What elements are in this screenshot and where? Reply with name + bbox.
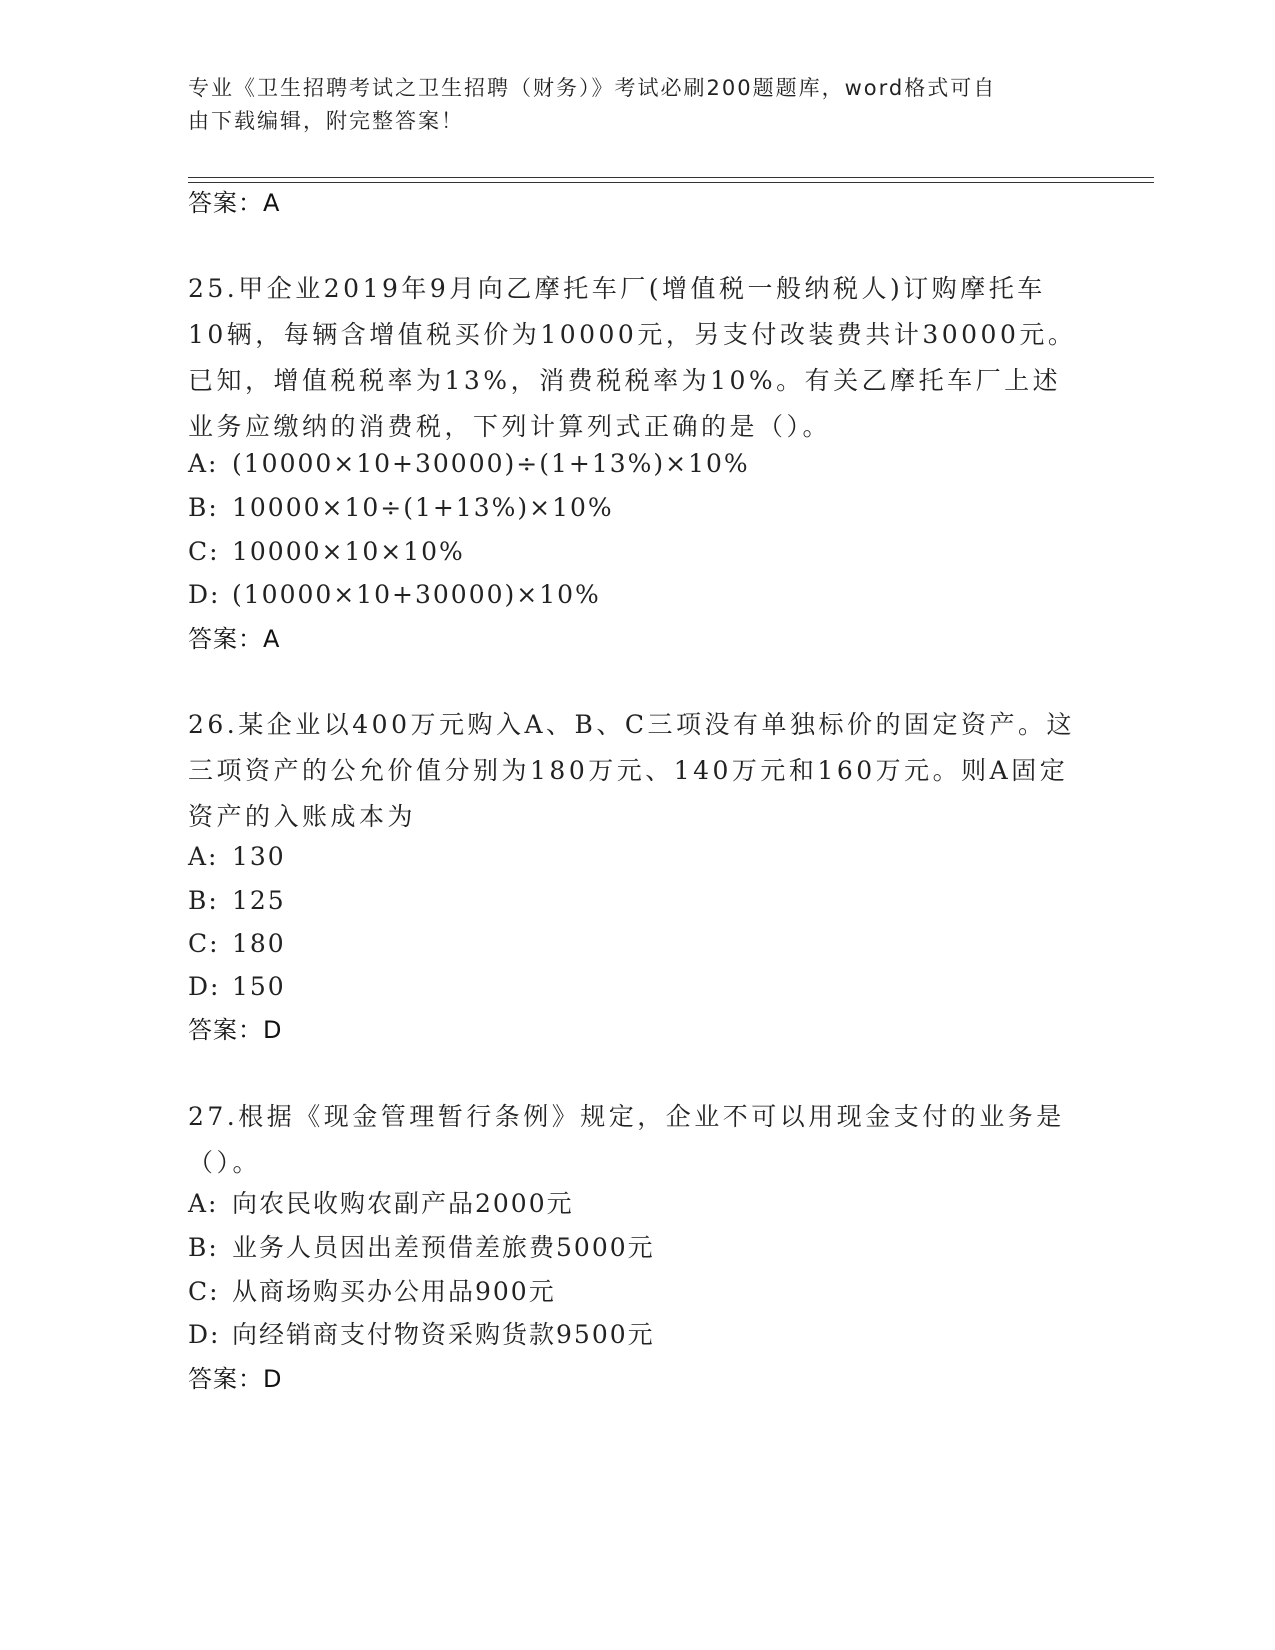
question-25-line: 10辆，每辆含增值税买价为10000元，另支付改装费共计30000元。: [188, 320, 1077, 349]
option-text: 150: [232, 972, 286, 1001]
option-key: B:: [188, 493, 219, 522]
question-26-line: 资产的入账成本为: [188, 802, 417, 831]
option-key: C:: [188, 1277, 220, 1306]
option-key: A:: [188, 842, 219, 871]
header-line-2: 由下载编辑，附完整答案！: [188, 109, 464, 133]
option-key: D:: [188, 972, 221, 1001]
option-key: B:: [188, 886, 219, 915]
question-25-option-c: [188, 537, 465, 567]
option-key: C:: [188, 929, 220, 958]
header-divider-top: [188, 177, 1154, 178]
option-key: A:: [188, 1189, 219, 1218]
question-25-line: 已知，增值税税率为13%，消费税税率为10%。有关乙摩托车厂上述: [188, 366, 1062, 395]
question-26-line: 三项资产的公允价值分别为180万元、140万元和160万元。则A固定: [188, 756, 1069, 785]
option-key: D:: [188, 580, 221, 609]
question-27-option-d: [188, 1320, 655, 1350]
option-text: (10000×10+30000)÷(1+13%)×10%: [232, 449, 750, 478]
question-27-stem: [188, 1094, 1088, 1186]
question-26-option-c: [188, 929, 286, 959]
question-25-line: 25.甲企业2019年9月向乙摩托车厂(增值税一般纳税人)订购摩托车: [188, 274, 1046, 303]
option-key: D:: [188, 1320, 221, 1349]
option-text: 10000×10÷(1+13%)×10%: [232, 493, 614, 522]
question-27-line: （）。: [188, 1148, 262, 1177]
question-27-option-b: [188, 1233, 655, 1263]
option-text: 130: [232, 842, 286, 871]
option-key: C:: [188, 537, 220, 566]
option-key: B:: [188, 1233, 219, 1262]
question-25-answer: 答案：A: [188, 625, 281, 653]
question-27-answer: 答案：D: [188, 1365, 283, 1393]
question-25-option-d: [188, 580, 601, 610]
option-text: 业务人员因出差预借差旅费5000元: [232, 1233, 655, 1262]
question-25-line: 业务应缴纳的消费税，下列计算列式正确的是（）。: [188, 412, 832, 441]
document-header: [188, 72, 1068, 138]
option-text: 125: [232, 886, 286, 915]
option-text: 向农民收购农副产品2000元: [232, 1189, 574, 1218]
option-text: (10000×10+30000)×10%: [232, 580, 601, 609]
question-27-line: 27.根据《现金管理暂行条例》规定，企业不可以用现金支付的业务是: [188, 1102, 1065, 1131]
option-text: 10000×10×10%: [232, 537, 465, 566]
header-line-1: 专业《卫生招聘考试之卫生招聘（财务）》考试必刷200题题库，word格式可自: [188, 76, 997, 100]
question-26-stem: [188, 702, 1088, 840]
option-text: 从商场购买办公用品900元: [232, 1277, 556, 1306]
option-text: 向经销商支付物资采购货款9500元: [232, 1320, 655, 1349]
answer-previous: 答案：A: [188, 189, 281, 217]
question-26-answer: 答案：D: [188, 1016, 283, 1044]
question-27-option-c: [188, 1277, 556, 1307]
question-25-option-b: [188, 493, 614, 523]
option-text: 180: [232, 929, 286, 958]
question-26-line: 26.某企业以400万元购入A、B、C三项没有单独标价的固定资产。这: [188, 710, 1076, 739]
question-25-option-a: [188, 449, 750, 479]
question-25-stem: [188, 266, 1088, 450]
question-27-option-a: [188, 1189, 574, 1219]
option-key: A:: [188, 449, 219, 478]
question-26-option-d: [188, 972, 286, 1002]
question-26-option-b: [188, 886, 286, 916]
header-divider-bottom: [188, 182, 1154, 183]
question-26-option-a: [188, 842, 286, 872]
